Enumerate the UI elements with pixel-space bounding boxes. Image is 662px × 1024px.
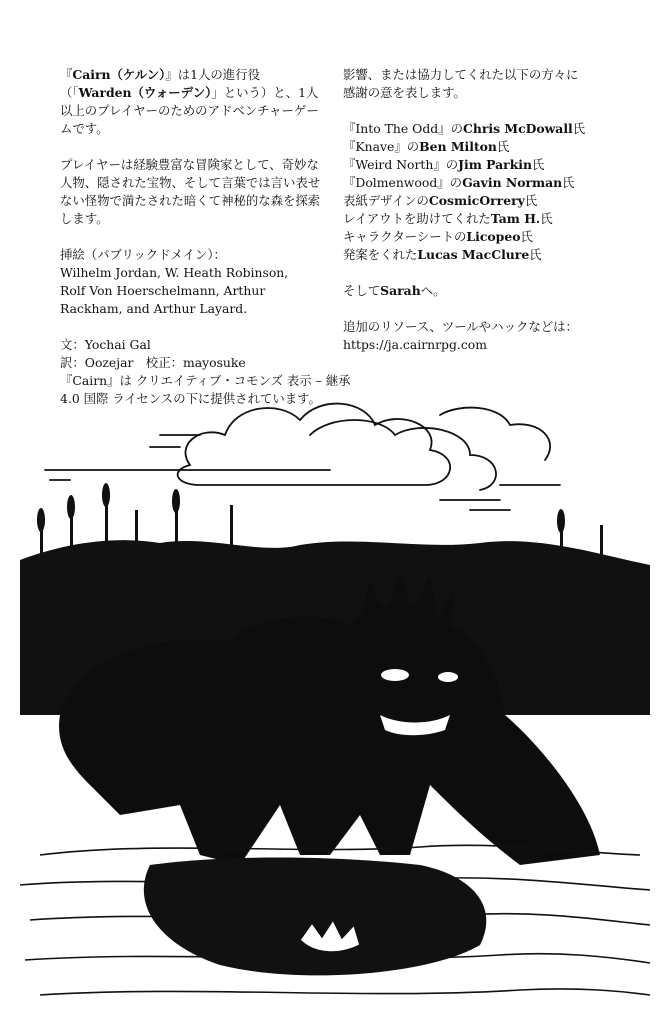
illustration-heading: 挿絵（パブリックドメイン）： xyxy=(60,247,226,262)
cloud-illustration xyxy=(440,408,550,460)
honorific: 氏 xyxy=(529,247,542,262)
thanks-intro-line: 影響、または協力してくれた以下の方々に xyxy=(343,67,579,82)
thanks-item xyxy=(343,120,605,138)
warden-term: Warden xyxy=(78,85,132,100)
right-column xyxy=(343,66,605,372)
thanks-item xyxy=(343,174,605,192)
intro-paragraph xyxy=(60,66,322,138)
honorific: 氏 xyxy=(496,139,510,154)
cairn-title: Cairn xyxy=(72,67,111,82)
thanks-work: 表紙デザインの xyxy=(343,193,429,208)
honorific: 氏 xyxy=(520,229,533,244)
honorific: 氏 xyxy=(524,193,538,208)
thanks-work: 『Knave』の xyxy=(343,139,420,154)
illustrator-names: Wilhelm Jordan, W. Heath Robinson, xyxy=(60,265,289,280)
swamp-creature-illustration xyxy=(0,385,662,1024)
thanks-person: Lucas MacClure xyxy=(417,247,530,262)
thanks-person: Ben Milton xyxy=(419,139,497,154)
thanks-work: 『Weird North』の xyxy=(343,157,459,172)
water-shadow xyxy=(144,858,486,976)
thanks-work: 『Into The Odd』の xyxy=(343,121,463,136)
thanks-person: CosmicOrrery xyxy=(428,193,525,208)
honorific: 氏 xyxy=(562,175,575,190)
resources-url: https://ja.cairnrpg.com xyxy=(343,337,487,352)
thanks-work: 『Dolmenwood』の xyxy=(343,175,463,190)
thanks-item xyxy=(343,210,605,228)
illustrator-names: Rolf Von Hoerschelmann, Arthur xyxy=(60,283,266,298)
intro-text: 』は1人の進行役（「 xyxy=(60,67,260,100)
dedication-prefix: そして xyxy=(343,283,381,298)
warden-kana: （ウォーデン） xyxy=(131,85,212,100)
translator-credit: 訳：Oozejar 校正：mayosuke xyxy=(60,355,246,370)
resources-block xyxy=(343,318,605,354)
intro-text-end: 」という）と、1人以上のプレイヤーのためのアドベンチャーゲームです。 xyxy=(60,85,319,136)
resources-label: 追加のリソース、ツールやハックなどは： xyxy=(343,319,578,334)
author-credit: 文：Yochai Gal xyxy=(60,337,151,352)
honorific: 氏 xyxy=(540,211,553,226)
creature-eye xyxy=(438,672,458,682)
license-text: 『Cairn』は クリエイティブ・コモンズ 表示 – 継承 xyxy=(60,373,351,388)
thanks-item xyxy=(343,228,605,246)
thanks-item xyxy=(343,246,605,264)
thanks-work: キャラクターシートの xyxy=(343,229,467,244)
creature-eye xyxy=(381,669,409,681)
sarah-dedication xyxy=(343,282,605,300)
thanks-person: Gavin Norman xyxy=(462,175,563,190)
thanks-intro-line: 感謝の意を表します。 xyxy=(343,85,466,100)
dedication-suffix: へ。 xyxy=(420,283,446,298)
thanks-work: レイアウトを助けてくれた xyxy=(343,211,491,226)
honorific: 氏 xyxy=(572,121,586,136)
bracket: 『 xyxy=(60,67,73,82)
cloud-illustration xyxy=(310,420,496,490)
thanks-person: Tam H. xyxy=(490,211,541,226)
cloud-illustration xyxy=(178,404,450,485)
thanks-person: Chris McDowall xyxy=(462,121,573,136)
cairn-kana: （ケルン） xyxy=(110,67,166,82)
illustration-credit xyxy=(60,246,322,318)
dedication-name: Sarah xyxy=(380,283,421,298)
license-text: 4.0 国際 ライセンスの下に提供されています。 xyxy=(60,391,321,406)
illustrator-names: Rackham, and Arthur Layard. xyxy=(60,301,248,316)
thanks-person: Licopeo xyxy=(466,229,521,244)
thanks-intro xyxy=(343,66,605,102)
honorific: 氏 xyxy=(532,157,545,172)
thanks-item xyxy=(343,156,605,174)
thanks-list xyxy=(343,120,605,264)
description-paragraph: プレイヤーは経験豊富な冒険家として、奇妙な人物、隠された宝物、そして言葉では言い表せない怪物で満たされた暗くて神秘的な森を探索します。 xyxy=(60,157,321,226)
thanks-item xyxy=(343,192,605,210)
thanks-item xyxy=(343,138,605,156)
thanks-person: Jim Parkin xyxy=(458,157,533,172)
left-column xyxy=(60,66,351,426)
thanks-work: 発案をくれた xyxy=(343,247,418,262)
